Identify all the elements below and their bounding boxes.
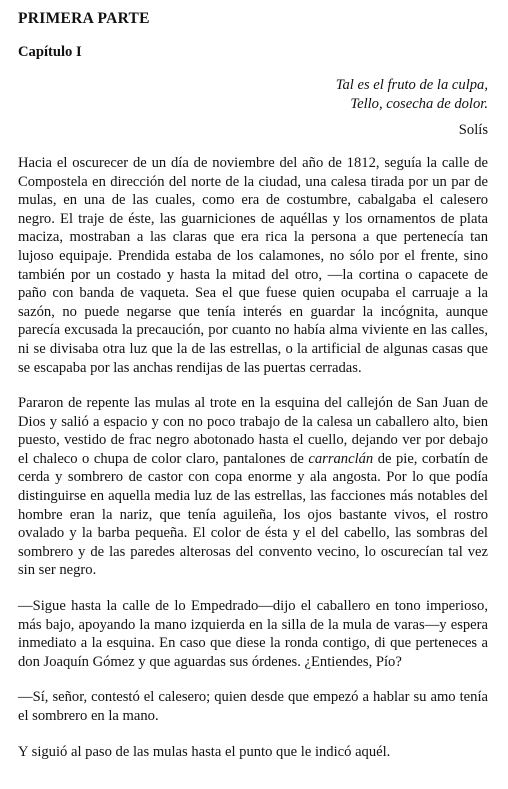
part-title: PRIMERA PARTE: [18, 10, 150, 27]
paragraph: [18, 154, 488, 377]
paragraph-text: Hacia el oscurecer de un día de noviembre del año de 1812, seguía la calle de Compostela en dirección del norte de la ciudad, una calesa tirada por un par de mulas, en una de las cuales, como era de costumbre, cabalgaba el calesero negro. El traje de éste, las guarniciones de aquéllas y los ornamentos de plata maciza, mostraban a las claras que era rica la persona a que pertenecía tan lujoso equipaje. Prendida estaba de los calamones, no sólo por el frente, sino también por un costado y hasta la mitad del otro, —la cortina o capacete de paño con banda de vaqueta. Sea el que fuese quien ocupaba el carruaje a la sazón, no puede negarse que tenía interés en guardar la incógnita, aunque parecía excusada la precaución, por cuanto no había alma viviente en las calles, ni se divisaba otra luz que la de las estrellas, o la artificial de algunas casas que se escapaba por las anchas rendijas de las puertas cerradas.: [18, 154, 488, 376]
paragraph-text: Pararon de repente las mulas al trote en la esquina del callejón de San Juan de Dios y salió a espacio y con no poco trabajo de la calesa un caballero alto, bien puesto, vestido de frac negro abotonado hasta el cuello, dejando ver por debajo el chaleco o chupa de color claro, pantalones de: [18, 395, 488, 467]
paragraph: [18, 743, 488, 762]
paragraph: [18, 394, 488, 580]
paragraph-text: Y siguió al paso de las mulas hasta el punto que le indicó aquél.: [18, 743, 391, 760]
epigraph-line: Tal es el fruto de la culpa,: [335, 77, 488, 94]
epigraph-line: Tello, cosecha de dolor.: [350, 95, 488, 112]
paragraph-text: de pie, corbatín de cerda y sombrero de castor con copa enorme y ala angosta. Por lo que podía distinguirse en aquella media luz de las estrellas, las facciones más notables del hombre eran la nariz, que tenía aguileña, los ojos bastante vivos, el rostro ovalado y la barba pequeña. El color de ésta y el del cabello, las sombras del sombrero y de las paredes alterosas del convento vecino, lo oscurecían tal vez sin ser negro.: [18, 450, 488, 579]
paragraph-text: —Sigue hasta la calle de lo Empedrado—dijo el caballero en tono imperioso, más bajo, apoyando la mano izquierda en la silla de la mula de varas—y espera inmediato a la esquina. En caso que diese la ronda contigo, di que perteneces a don Joaquín Gómez y que aguardas sus órdenes. ¿Entiendes, Pío?: [18, 598, 488, 670]
italic-term: carranclán: [308, 450, 374, 467]
paragraph-text: —Sí, señor, contestó el calesero; quien desde que empezó a hablar su amo tenía el sombrero en la mano.: [18, 689, 488, 724]
paragraph: [18, 688, 488, 725]
epigraph: [18, 76, 488, 113]
epigraph-author: Solís: [458, 122, 488, 139]
chapter-title: Capítulo I: [18, 43, 82, 60]
paragraph: [18, 597, 488, 671]
